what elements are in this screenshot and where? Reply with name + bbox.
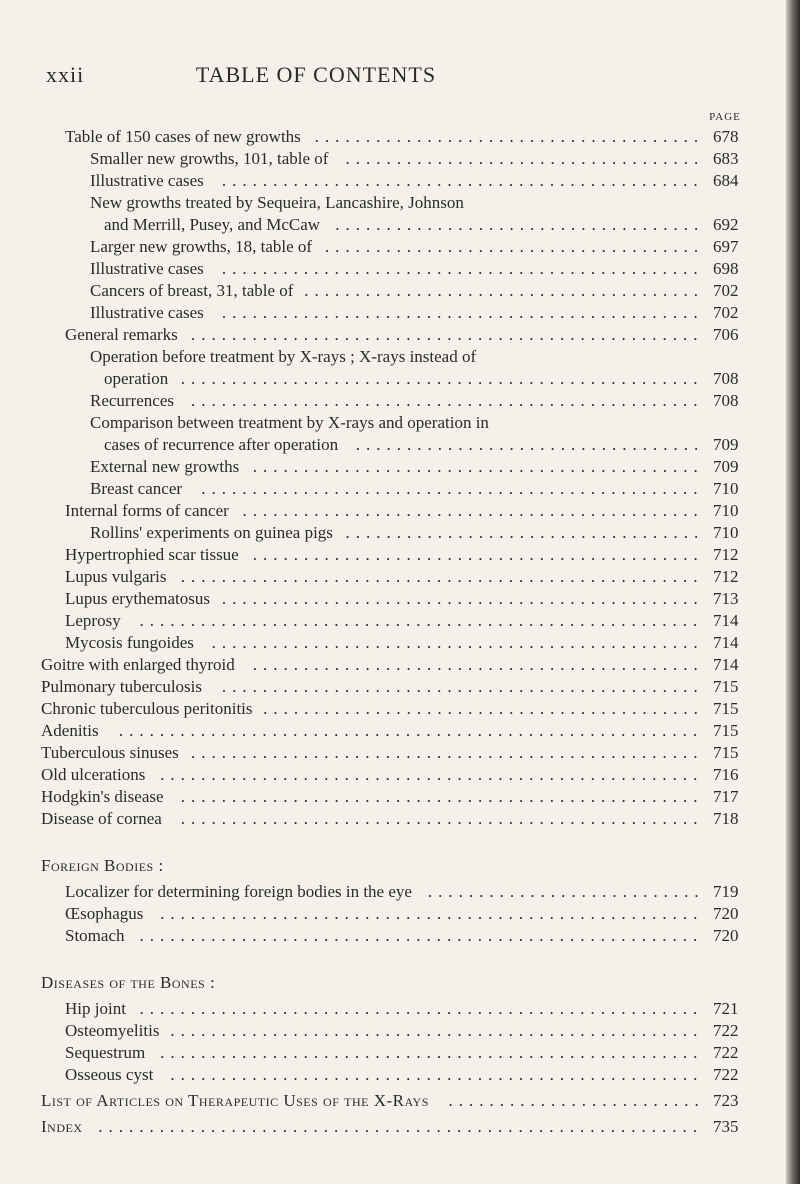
dot-leader: .............................................: [242, 501, 704, 520]
toc-entry: [0, 855, 800, 877]
toc-entry: [0, 808, 800, 830]
toc-entry-page: 718: [713, 809, 739, 828]
toc-entry-title: Mycosis fungoides: [65, 633, 194, 652]
dot-leader: .....................................................: [160, 904, 704, 923]
dot-leader: ...........................................: [263, 699, 704, 718]
toc-entry: [0, 368, 800, 390]
toc-entry-title: cases of recurrence after operation: [104, 435, 339, 454]
toc-entry-title: and Merrill, Pusey, and McCaw: [104, 215, 321, 234]
toc-entry: [0, 302, 800, 324]
toc-entry-page: 709: [713, 435, 739, 454]
toc-entry: [0, 610, 800, 632]
toc-entry: [0, 588, 800, 610]
toc-entry-title: Cancers of breast, 31, table of: [90, 281, 294, 300]
toc-entry-title: Goitre with enlarged thyroid: [41, 655, 235, 674]
toc-entry-title: Foreign Bodies :: [41, 856, 164, 875]
toc-entry: [0, 903, 800, 925]
dot-leader: ...............................................: [221, 259, 704, 278]
toc-entry-page: 692: [713, 215, 739, 234]
toc-entry-title: Rollins' experiments on guinea pigs: [90, 523, 333, 542]
toc-entry-title: Larger new growths, 18, table of: [90, 237, 313, 256]
toc-entry-title: Breast cancer: [90, 479, 183, 498]
dot-leader: .........................................................: [118, 721, 704, 740]
toc-entry: [0, 972, 800, 994]
toc-entry-page: 708: [713, 391, 739, 410]
toc-entry-page: 722: [713, 1043, 739, 1062]
toc-entry-title: General remarks: [65, 325, 178, 344]
toc-entry-page: 716: [713, 765, 739, 784]
toc-entry: [0, 434, 800, 456]
toc-entry-title: Illustrative cases: [90, 171, 204, 190]
toc-entry-title: Lupus vulgaris: [65, 567, 167, 586]
toc-entry-title: Comparison between treatment by X-rays and operation in: [90, 413, 489, 432]
toc-entry-page: 720: [713, 926, 739, 945]
toc-entry: [0, 280, 800, 302]
dot-leader: ...........................: [427, 882, 705, 901]
toc-entry: [0, 346, 800, 368]
toc-entry-title: Table of 150 cases of new growths: [65, 127, 301, 146]
toc-entry-page: 717: [713, 787, 739, 806]
toc-entry-page: 714: [713, 655, 739, 674]
toc-entry-page: 702: [713, 281, 739, 300]
dot-leader: .......................................................: [139, 926, 704, 945]
toc-entry-page: 706: [713, 325, 739, 344]
toc-entry: [0, 544, 800, 566]
toc-entry-page: 714: [713, 611, 739, 630]
toc-entry: [0, 214, 800, 236]
toc-entry: [0, 742, 800, 764]
toc-entry: [0, 1042, 800, 1064]
toc-entry: [0, 720, 800, 742]
toc-entry-page: 722: [713, 1021, 739, 1040]
toc-entry-title: Localizer for determining foreign bodies in the eye: [65, 882, 412, 901]
toc-entry: [0, 500, 800, 522]
toc-entry: [0, 676, 800, 698]
toc-entry-title: External new growths: [90, 457, 240, 476]
toc-entry: [0, 478, 800, 500]
toc-entry: [0, 126, 800, 148]
toc-entry-title: New growths treated by Sequeira, Lancashire, Johnson: [90, 193, 464, 212]
dot-leader: ..................................: [355, 435, 705, 454]
page-number: xxii: [46, 62, 85, 87]
toc-entry: [0, 236, 800, 258]
toc-entry-title: Illustrative cases: [90, 259, 204, 278]
dot-leader: ....................................................: [170, 1065, 704, 1084]
dot-leader: ...................................................: [180, 567, 704, 586]
dot-leader: ...................................: [345, 149, 705, 168]
toc-entry-title: Adenitis: [41, 721, 99, 740]
toc-entry-title: Lupus erythematosus: [65, 589, 210, 608]
toc-entry-page: 721: [713, 999, 739, 1018]
toc-entry-page: 708: [713, 369, 739, 388]
dot-leader: ...............................................: [221, 677, 704, 696]
dot-leader: ....................................: [335, 215, 705, 234]
toc-entry: [0, 412, 800, 434]
toc-entry-page: 709: [713, 457, 739, 476]
toc-entry-title: Hip joint: [65, 999, 126, 1018]
toc-entry: [0, 390, 800, 412]
dot-leader: ..................................................: [191, 391, 704, 410]
toc-entry: [0, 148, 800, 170]
toc-entry-title: Stomach: [65, 926, 125, 945]
toc-entry-title: Œsophagus: [65, 904, 144, 923]
toc-entry-title: Osseous cyst: [65, 1065, 154, 1084]
dot-leader: ...............................................: [221, 589, 704, 608]
toc-entry-title: operation: [104, 369, 169, 388]
dot-leader: ....................................................: [170, 1021, 704, 1040]
toc-entry-title: Osteomyelitis: [65, 1021, 160, 1040]
toc-entry-page: 710: [713, 501, 739, 520]
toc-entry-title: Index: [41, 1117, 83, 1136]
toc-entry-title: Chronic tuberculous peritonitis: [41, 699, 253, 718]
toc-entry: [0, 764, 800, 786]
toc-entry: [0, 654, 800, 676]
dot-leader: ...............................................: [221, 171, 704, 190]
toc-entry-title: List of Articles on Therapeutic Uses of the X-Rays: [41, 1091, 429, 1110]
toc-entry: [0, 998, 800, 1020]
toc-entry: [0, 698, 800, 720]
toc-entry-page: 715: [713, 677, 739, 696]
toc-entry-title: Disease of cornea: [41, 809, 162, 828]
toc-entry-page: 702: [713, 303, 739, 322]
dot-leader: ............................................: [252, 545, 704, 564]
dot-leader: .....................................: [324, 237, 705, 256]
toc-entry: [0, 925, 800, 947]
dot-leader: .......................................: [304, 281, 705, 300]
dot-leader: ...............................................: [221, 303, 704, 322]
toc-entry: [0, 1020, 800, 1042]
dot-leader: .......................................................: [139, 611, 704, 630]
toc-entry-page: 678: [713, 127, 739, 146]
dot-leader: .....................................................: [160, 765, 704, 784]
toc-entry: [0, 192, 800, 214]
dot-leader: ............................................: [252, 457, 704, 476]
toc-entry-page: 735: [713, 1117, 739, 1136]
dot-leader: ..................................................: [191, 325, 704, 344]
toc-entry: [0, 456, 800, 478]
toc-entry-page: 698: [713, 259, 739, 278]
toc-entry-title: Old ulcerations: [41, 765, 146, 784]
dot-leader: ...................................................: [180, 787, 704, 806]
toc-entry-title: Recurrences: [90, 391, 175, 410]
toc-entry-title: Hodgkin's disease: [41, 787, 164, 806]
toc-entry: [0, 1116, 800, 1138]
toc-entry-title: Tuberculous sinuses: [41, 743, 179, 762]
dot-leader: ...................................................: [180, 369, 704, 388]
toc-entry-title: Pulmonary tuberculosis: [41, 677, 203, 696]
dot-leader: ...........................................................: [98, 1117, 704, 1136]
toc-entry: [0, 258, 800, 280]
toc-entry-page: 715: [713, 699, 739, 718]
toc-entry: [0, 881, 800, 903]
page-title: TABLE OF CONTENTS: [195, 62, 437, 87]
toc-entry-page: 715: [713, 743, 739, 762]
toc-entry-page: 712: [713, 545, 739, 564]
toc-entry-page: 713: [713, 589, 739, 608]
toc-entry: [0, 1090, 800, 1112]
toc-entry-title: Leprosy: [65, 611, 121, 630]
dot-leader: ......................................: [314, 127, 705, 146]
toc-entry: [0, 632, 800, 654]
toc-entry-title: Illustrative cases: [90, 303, 204, 322]
toc-entry-page: 723: [713, 1091, 739, 1110]
toc-entry-page: 720: [713, 904, 739, 923]
dot-leader: .......................................................: [139, 999, 704, 1018]
toc-entry-title: Smaller new growths, 101, table of: [90, 149, 329, 168]
dot-leader: .........................: [448, 1091, 705, 1110]
toc-entry: [0, 324, 800, 346]
dot-leader: ............................................: [252, 655, 704, 674]
toc-entry-page: 715: [713, 721, 739, 740]
toc-entry: [0, 170, 800, 192]
dot-leader: ...................................................: [180, 809, 704, 828]
page-column-label: PAGE: [709, 111, 741, 123]
toc-entry-title: Operation before treatment by X-rays ; X-rays instead of: [90, 347, 477, 366]
toc-entry-page: 710: [713, 479, 739, 498]
toc-entry-title: Diseases of the Bones :: [41, 973, 216, 992]
toc-entry-title: Internal forms of cancer: [65, 501, 229, 520]
dot-leader: ..................................................: [191, 743, 704, 762]
dot-leader: ................................................: [211, 633, 704, 652]
toc-entry-page: 712: [713, 567, 739, 586]
dot-leader: ...................................: [345, 523, 705, 542]
toc-entry: [0, 522, 800, 544]
toc-entry-title: Sequestrum: [65, 1043, 146, 1062]
toc-entry-page: 722: [713, 1065, 739, 1084]
toc-entry-page: 710: [713, 523, 739, 542]
toc-entry-page: 714: [713, 633, 739, 652]
toc-entry-page: 719: [713, 882, 739, 901]
toc-entry: [0, 566, 800, 588]
dot-leader: .................................................: [201, 479, 704, 498]
toc-entry-page: 684: [713, 171, 739, 190]
toc-entry-title: Hypertrophied scar tissue: [65, 545, 239, 564]
toc-entry: [0, 786, 800, 808]
toc-entry-page: 683: [713, 149, 739, 168]
dot-leader: .....................................................: [160, 1043, 704, 1062]
toc-entry: [0, 1064, 800, 1086]
toc-entry-page: 697: [713, 237, 739, 256]
